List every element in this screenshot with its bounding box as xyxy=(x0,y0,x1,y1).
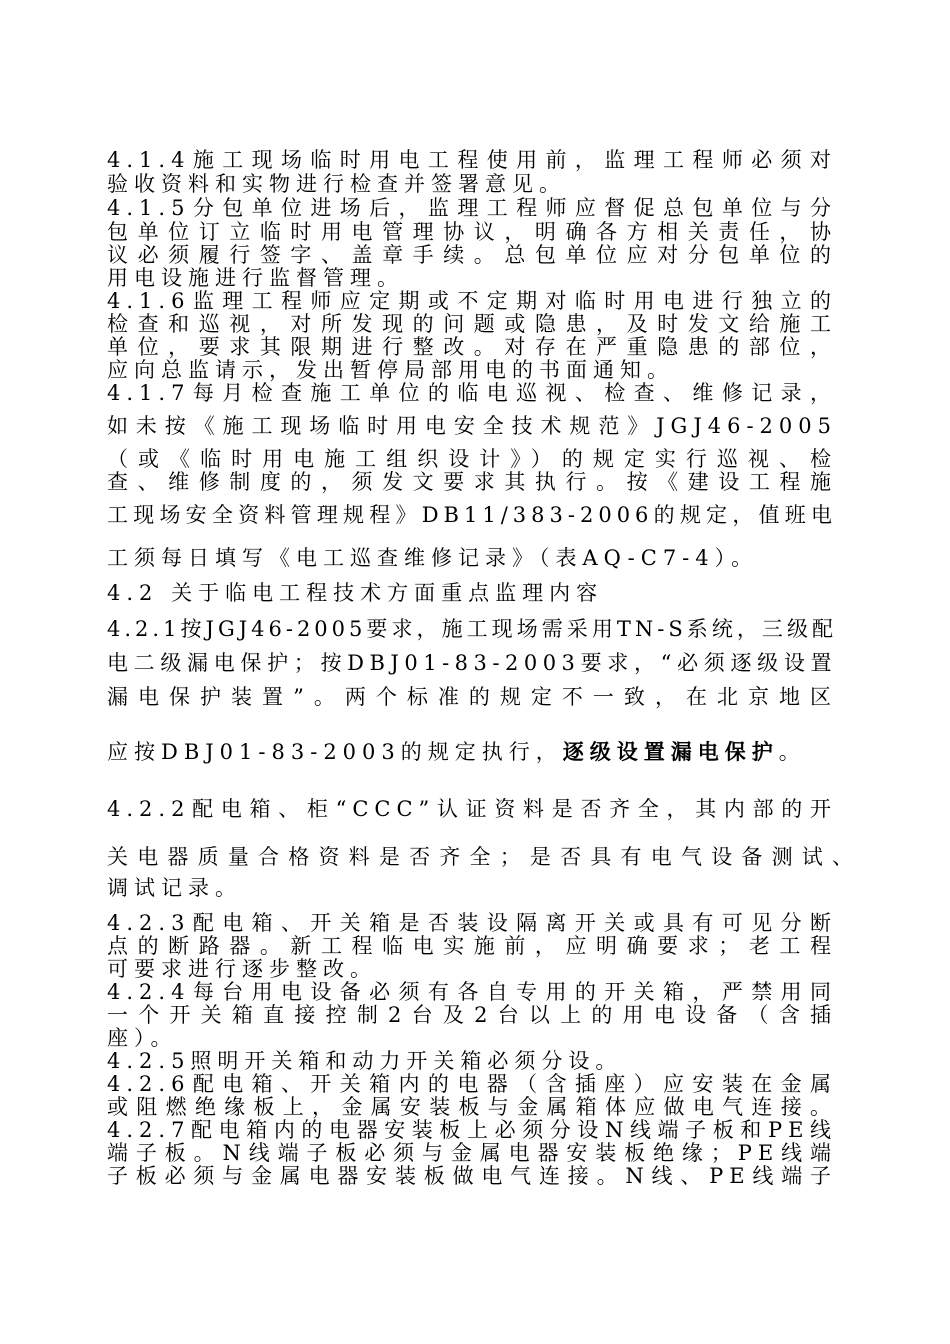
section-heading: 4.2 关于临电工程技术方面重点监理内容 xyxy=(107,581,604,605)
text-line: 如未按《施工现场临时用电安全技术规范》JGJ46-2005 xyxy=(107,414,837,438)
text-line: （或《临时用电施工组织设计》）的规定实行巡视、检 xyxy=(107,447,837,471)
text-line-emphasis xyxy=(107,740,837,764)
bold-text: 逐级设置漏电保护 xyxy=(562,739,779,764)
text-line: 或阻燃绝缘板上，金属安装板与金属箱体应做电气连接。 xyxy=(107,1095,837,1119)
text-line: 一个开关箱直接控制2台及2台以上的用电设备（含插 xyxy=(107,1003,837,1027)
text-line: 电二级漏电保护；按DBJ01-83-2003要求，“必须逐级设置 xyxy=(107,651,837,675)
text-line: 4.2.2配电箱、柜“CCC”认证资料是否齐全，其内部的开 xyxy=(107,797,837,821)
text-line: 漏电保护装置”。两个标准的规定不一致，在北京地区 xyxy=(107,685,837,709)
text-line: 应向总监请示，发出暂停局部用电的书面通知。 xyxy=(107,358,674,382)
text-line: 4.1.6监理工程师应定期或不定期对临时用电进行独立的 xyxy=(107,289,837,313)
text-line: 查、维修制度的，须发文要求其执行。按《建设工程施 xyxy=(107,470,837,494)
text-line: 点的断路器。新工程临电实施前，应明确要求；老工程 xyxy=(107,934,837,958)
text-line: 工须每日填写《电工巡查维修记录》（表AQ-C7-4）。 xyxy=(107,546,759,570)
text-line: 检查和巡视，对所发现的问题或隐患，及时发文给施工 xyxy=(107,312,837,336)
text-line: 4.1.5分包单位进场后，监理工程师应督促总包单位与分 xyxy=(107,196,837,220)
text-run: 应按DBJ01-83-2003的规定执行， xyxy=(107,740,563,764)
text-line: 4.2.4每台用电设备必须有各自专用的开关箱，严禁用同 xyxy=(107,980,837,1004)
text-line: 4.1.4施工现场临时用电工程使用前，监理工程师必须对 xyxy=(107,148,837,172)
text-line: 验收资料和实物进行检查并签署意见。 xyxy=(107,172,566,196)
text-line: 端子板。N线端子板必须与金属电器安装板绝缘；PE线端 xyxy=(107,1141,837,1165)
text-line: 4.2.6配电箱、开关箱内的电器（含插座）应安装在金属 xyxy=(107,1072,837,1096)
text-line: 议必须履行签字、盖章手续。总包单位应对分包单位的 xyxy=(107,243,837,267)
text-line: 4.2.1按JGJ46-2005要求，施工现场需采用TN-S系统，三级配 xyxy=(107,617,837,641)
text-line: 子板必须与金属电器安装板做电气连接。N线、PE线端子 xyxy=(107,1164,837,1188)
text-line: 用电设施进行监督管理。 xyxy=(107,266,404,290)
text-line: 关电器质量合格资料是否齐全；是否具有电气设备测试、 xyxy=(107,845,859,869)
text-line: 4.2.7配电箱内的电器安装板上必须分设N线端子板和PE线 xyxy=(107,1118,838,1142)
text-line: 调试记录。 xyxy=(107,876,242,900)
text-line: 4.1.7每月检查施工单位的临电巡视、检查、维修记录， xyxy=(107,381,837,405)
text-line: 4.2.5照明开关箱和动力开关箱必须分设。 xyxy=(107,1049,623,1073)
text-line: 可要求进行逐步整改。 xyxy=(107,957,377,981)
text-line: 工现场安全资料管理规程》DB11/383-2006的规定，值班电 xyxy=(107,503,837,527)
text-line: 包单位订立临时用电管理协议，明确各方相关责任，协 xyxy=(107,220,837,244)
text-line: 座）。 xyxy=(107,1026,178,1050)
text-run: 。 xyxy=(778,740,806,764)
text-line: 4.2.3配电箱、开关箱是否装设隔离开关或具有可见分断 xyxy=(107,911,837,935)
text-line: 单位，要求其限期进行整改。对存在严重隐患的部位， xyxy=(107,335,837,359)
